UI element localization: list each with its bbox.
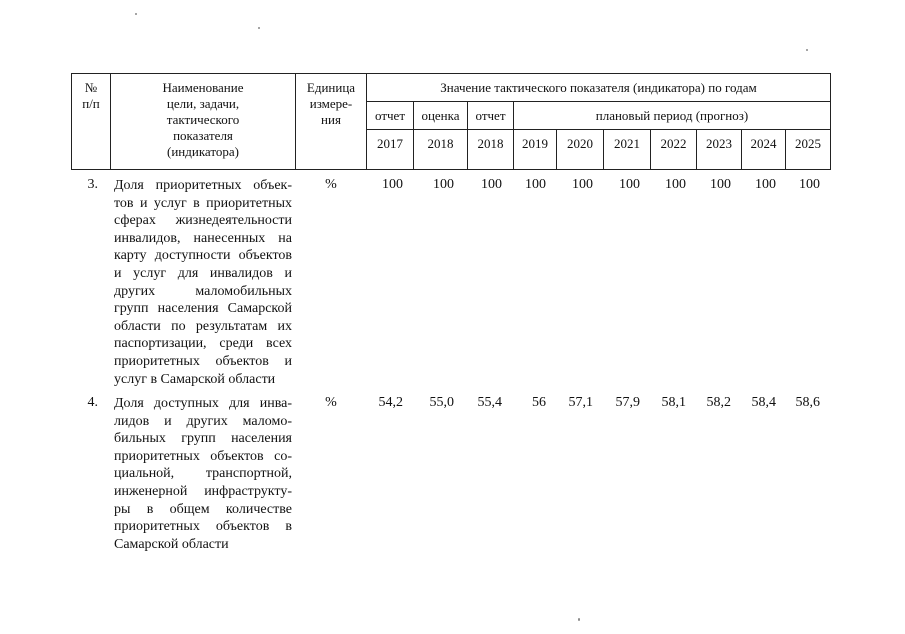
unit-cell: % [325, 395, 337, 410]
indicator-name-line: циальной, транспортной, [114, 466, 292, 482]
indicator-name [114, 177, 292, 388]
indicator-name-line: лидов и других маломо- [114, 413, 292, 429]
scan-speck [258, 27, 260, 29]
year-2024: 2024 [750, 136, 777, 151]
row-number: 3. [87, 177, 98, 192]
header-mid-rule-1 [366, 101, 831, 102]
value-cell: 100 [572, 177, 593, 192]
header-top-border [71, 73, 831, 74]
col-unit-line-3: ния [321, 112, 341, 127]
year-2023: 2023 [706, 136, 732, 151]
value-cell: 57,1 [568, 395, 593, 410]
value-cell: 100 [799, 177, 820, 192]
header-bottom-border [71, 169, 831, 170]
unit-cell: % [325, 177, 337, 192]
year-2025: 2025 [795, 136, 821, 151]
col-name-line-2: цели, задачи, [166, 96, 240, 111]
col-name-line-4: показателя [173, 128, 233, 143]
indicator-name-line: сферах жизнедеятельности [114, 213, 292, 229]
col-unit-line-2: измере- [309, 96, 353, 111]
value-cell: 100 [433, 177, 454, 192]
col-name-line-1: Наименование [162, 80, 244, 95]
year-2022: 2022 [660, 136, 687, 151]
col-num-header [72, 80, 110, 112]
indicator-name-line: области по результатам их [114, 318, 292, 334]
value-cell: 100 [619, 177, 640, 192]
indicator-name-line: услуг в Самарской области [114, 371, 276, 387]
value-cell: 100 [665, 177, 686, 192]
value-cell: 56 [532, 395, 546, 410]
indicator-name-line: приоритетных объектов со- [114, 448, 292, 464]
group-title: Значение тактического показателя (индикатора) по годам [440, 80, 757, 95]
col-name-header [111, 80, 295, 160]
indicator-name-line: инженерной инфраструкту- [114, 483, 292, 499]
sub-estimate: оценка [421, 108, 460, 123]
value-cell: 100 [710, 177, 731, 192]
indicator-name-line: других маломобильных [114, 283, 292, 299]
scan-speck [806, 49, 808, 51]
value-cell: 58,2 [706, 395, 731, 410]
value-cell: 54,2 [378, 395, 403, 410]
value-cell: 100 [525, 177, 546, 192]
value-cell: 58,6 [795, 395, 820, 410]
sub-report-1: отчет [375, 108, 405, 123]
value-cell: 100 [382, 177, 403, 192]
value-cell: 58,1 [661, 395, 686, 410]
scan-speck [578, 618, 580, 621]
indicator-name-line: карту доступности объектов [114, 248, 292, 264]
col-unit-line-1: Единица [306, 80, 356, 95]
header-mid-rule-2 [366, 129, 831, 130]
col-name-line-3: тактического [166, 112, 240, 127]
year-2019: 2019 [522, 136, 548, 151]
header-right-border [830, 73, 831, 169]
value-cell: 55,4 [477, 395, 502, 410]
value-cell: 57,9 [615, 395, 640, 410]
value-cell: 100 [755, 177, 776, 192]
sub-plan-period: плановый период (прогноз) [595, 108, 749, 123]
indicator-name-line: групп населения Самарской [114, 301, 292, 317]
year-2018-estimate: 2018 [427, 136, 454, 151]
indicator-name-line: ры в общем количестве [114, 501, 292, 517]
year-2020: 2020 [567, 136, 593, 151]
indicator-name-line: паспортизации, среди всех [114, 336, 292, 352]
indicator-name-line: Доля приоритетных объек- [114, 178, 292, 193]
row-number: 4. [87, 395, 98, 410]
indicator-name-line: приоритетных объектов и [114, 353, 292, 369]
indicator-name-line: и услуг для инвалидов и [114, 265, 292, 281]
col-num-line-2: п/п [82, 96, 100, 111]
indicator-name-line: бильных групп населения [114, 431, 292, 447]
year-2021: 2021 [614, 136, 640, 151]
sub-report-2: отчет [475, 108, 506, 123]
value-cell: 100 [481, 177, 502, 192]
scan-speck [135, 13, 137, 15]
indicator-name-line: инвалидов, нанесенных на [114, 230, 292, 246]
year-2018-report: 2018 [477, 136, 504, 151]
value-cell: 58,4 [751, 395, 776, 410]
col-name-line-5: (индикатора) [167, 144, 239, 159]
indicator-name-line: тов и услуг в приоритетных [114, 195, 292, 211]
indicator-name-line: Доля доступных для инва- [114, 396, 292, 411]
indicator-name-line: приоритетных объектов в [114, 519, 292, 535]
indicator-name-line: Самарской области [114, 536, 229, 552]
year-2017: 2017 [377, 136, 403, 151]
col-unit-header [296, 80, 366, 128]
value-cell: 55,0 [429, 395, 454, 410]
col-num-line-1: № [84, 80, 98, 95]
indicator-name [114, 395, 292, 553]
